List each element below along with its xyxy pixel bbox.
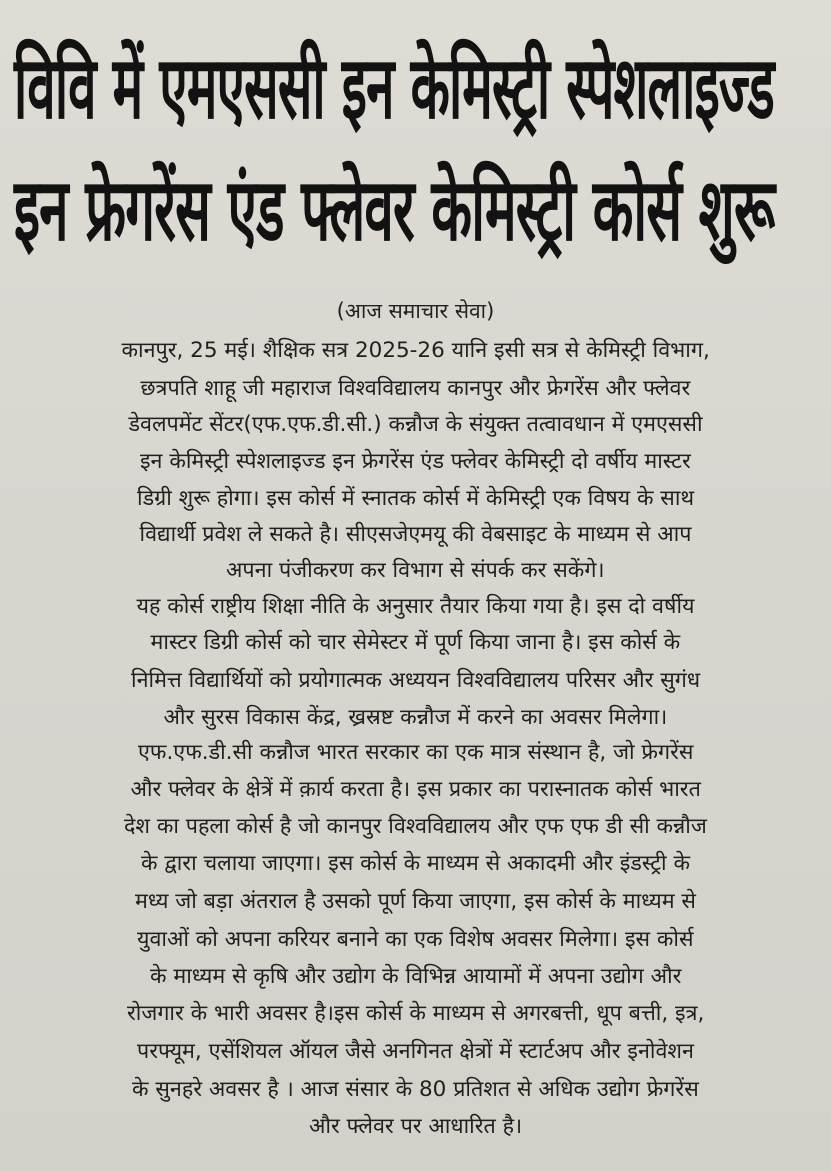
body-line: कानपुर, 25 मई। शैक्षिक सत्र 2025-26 यानि इसी सत्र से केमिस्ट्री विभाग, — [121, 338, 710, 363]
body-line: छत्रपति शाहू जी महाराज विश्वविद्यालय कानपुर और फ्रेगरेंस और फ्लेवर — [140, 376, 691, 401]
body-line: परफ्यूम, एसेंशियल ऑयल जैसे अनगिनत क्षेत्रों में स्टार्टअप और इनोवेशन — [137, 1039, 694, 1064]
headline-line-2: इन फ्रेगरेंस एंड फ्लेवर केमिस्ट्री कोर्स शुरू — [14, 161, 775, 262]
body-line: अपना पंजीकरण कर विभाग से संपर्क कर सकेंगे। — [226, 558, 605, 583]
body-line: इन केमिस्ट्री स्पेशलाइज्ड इन फ्रेगरेंस एंड फ्लेवर केमिस्ट्री दो वर्षीय मास्टर — [140, 449, 691, 474]
headline-line-1: विवि में एमएससी इन केमिस्ट्री स्पेशलाइज्ड — [14, 39, 774, 140]
body-line: मध्य जो बड़ा अंतराल है उसको पूर्ण किया जाएगा, इस कोर्स के माध्यम से — [135, 889, 696, 914]
body-line: विद्यार्थी प्रवेश ले सकते है। सीएसजेएमयू की वेबसाइट के माध्यम से आप — [139, 522, 692, 547]
body-line: डेवलपमेंट सेंटर(एफ.एफ.डी.सी.) कन्नौज के संयुक्त तत्वावधान में एमएससी — [128, 412, 703, 437]
body-line: युवाओं को अपना करियर बनाने का एक विशेष अवसर मिलेगा। इस कोर्स — [137, 927, 694, 952]
body-line: मास्टर डिग्री कोर्स को चार सेमेस्टर में पूर्ण किया जाना है। इस कोर्स के — [150, 630, 681, 655]
body-line: निमित्त विद्यार्थियों को प्रयोगात्मक अध्ययन विश्वविद्यालय परिसर और सुगंध — [131, 668, 701, 693]
body-line: और फ्लेवर पर आधारित है। — [309, 1114, 523, 1139]
byline: (आज समाचार सेवा) — [336, 299, 495, 323]
body-line: के द्वारा चलाया जाएगा। इस कोर्स के माध्यम से अकादमी और इंडस्ट्री के — [141, 851, 690, 876]
body-line: देश का पहला कोर्स है जो कानपुर विश्वविद्यालय और एफ एफ डी सी कन्नौज — [124, 814, 707, 839]
body-line: के सुनहरे अवसर है । आज संसार के 80 प्रतिशत से अधिक उद्योग फ्रेगरेंस — [132, 1077, 699, 1102]
body-line: और सुरस विकास केंद्र, ख्रस्रष्ट कन्नौज में करने का अवसर मिलेगा। — [163, 705, 668, 730]
body-line: एफ.एफ.डी.सी कन्नौज भारत सरकार का एक मात्र संस्थान है, जो फ्रेगरेंस — [138, 740, 694, 765]
body-line: डिग्री शुरू होगा। इस कोर्स में स्नातक कोर्स में केमिस्ट्री एक विषय के साथ — [137, 486, 695, 511]
body-line: यह कोर्स राष्ट्रीय शिक्षा नीति के अनुसार तैयार किया गया है। इस दो वर्षीय — [136, 594, 695, 619]
body-line: के माध्यम से कृषि और उद्योग के विभिन्न आयामों में अपना उद्योग और — [150, 964, 682, 989]
body-line: रोजगार के भारी अवसर है।इस कोर्स के माध्यम से अगरबत्ती, धूप बत्ती, इत्र, — [127, 1001, 705, 1026]
body-line: और फ्लेवर के क्षेत्रें में क़ार्य करता है। इस प्रकार का परास्नातक कोर्स भारत — [130, 777, 701, 802]
